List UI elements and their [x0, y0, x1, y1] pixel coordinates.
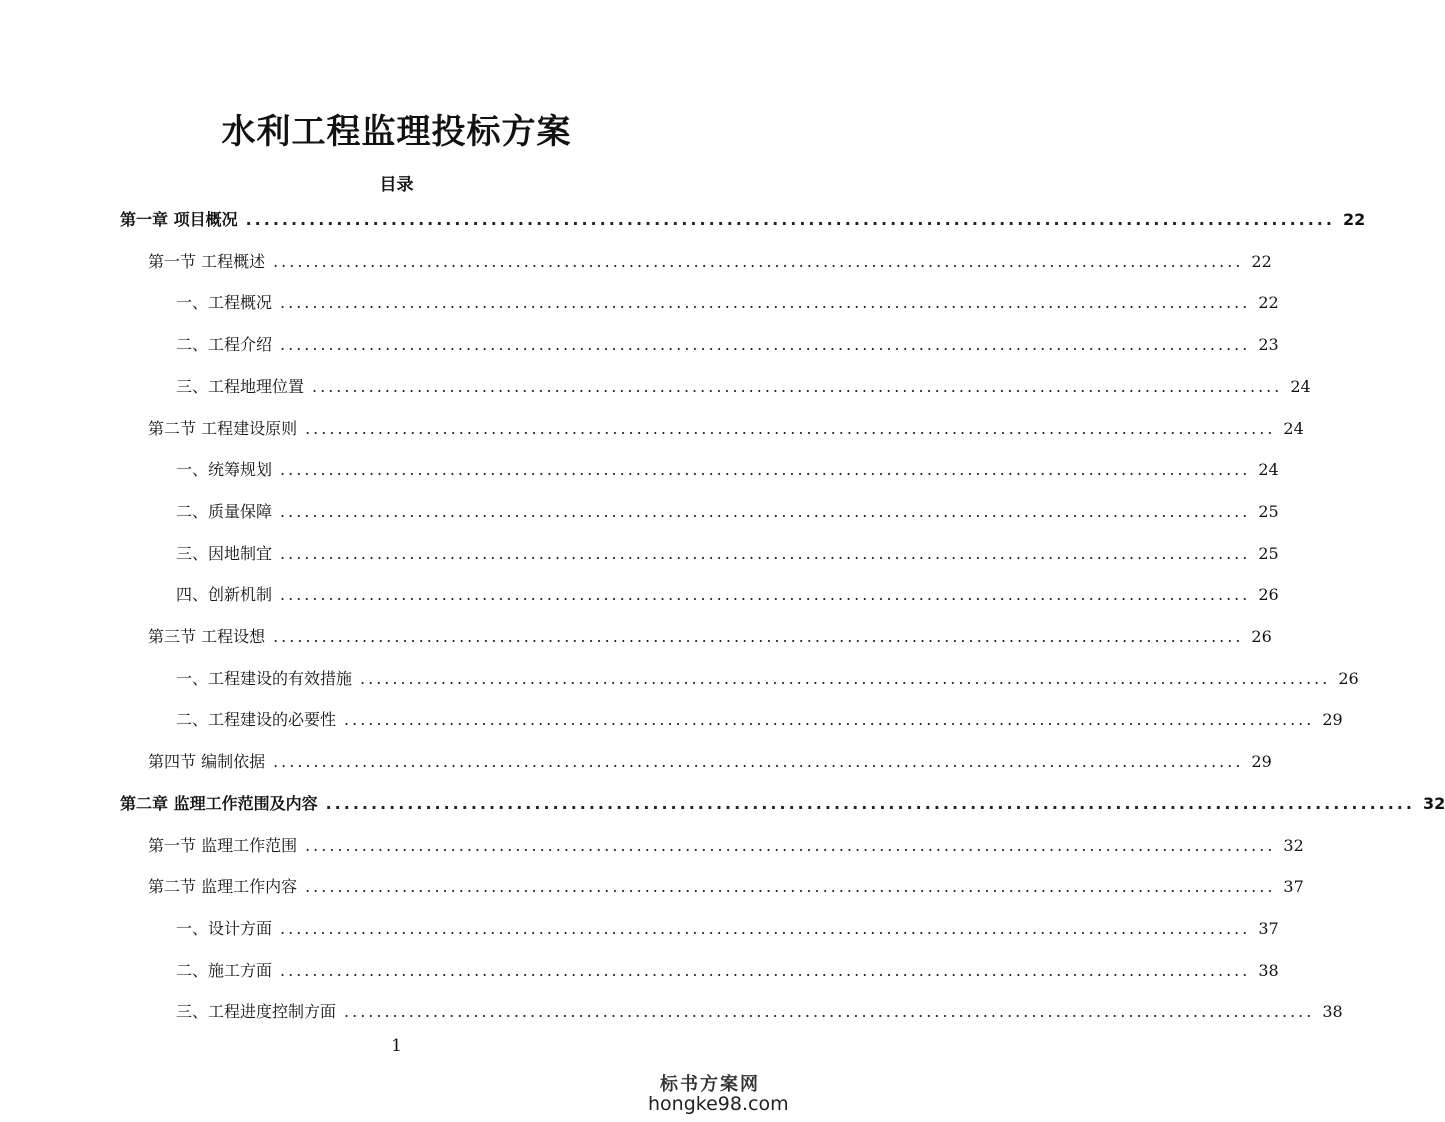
toc-leader-dots: ........................................................................................................................: [273, 752, 1244, 772]
toc-entry-label: 第二节 工程建设原则: [148, 418, 298, 438]
toc-entry-page: 37: [1258, 918, 1279, 938]
toc-entry-page: 37: [1283, 877, 1304, 897]
toc-entry-label: 第二章 监理工作范围及内容: [120, 793, 318, 813]
toc-entry[interactable]: [176, 497, 1279, 527]
toc-leader-dots: ........................................................................................................................: [280, 501, 1251, 521]
toc-entry-label: 三、工程地理位置: [176, 376, 305, 396]
toc-entry[interactable]: [176, 539, 1279, 569]
toc-entry-page: 29: [1322, 710, 1343, 730]
toc-entry-label: 第四节 编制依据: [148, 752, 266, 772]
toc-entry-label: 二、质量保障: [176, 501, 273, 521]
toc-entry[interactable]: [148, 622, 1272, 652]
toc-entry-page: 22: [1251, 251, 1272, 271]
toc-entry-page: 32: [1422, 793, 1445, 813]
toc-entry[interactable]: [176, 914, 1279, 944]
toc-entry-label: 第一节 监理工作范围: [148, 835, 298, 855]
toc-leader-dots: ........................................................................................................................: [280, 460, 1251, 480]
toc-leader-dots: ........................................................................................................................: [344, 710, 1315, 730]
toc-entry-page: 32: [1283, 835, 1304, 855]
toc-entry-label: 一、设计方面: [176, 918, 273, 938]
toc-leader-dots: ........................................................................................................................: [305, 835, 1276, 855]
document-title: 水利工程监理投标方案: [221, 112, 572, 152]
toc-entry[interactable]: [176, 956, 1279, 986]
toc-leader-dots: ........................................................................................................................: [280, 543, 1251, 563]
toc-leader-dots: ........................................................................................................................: [312, 376, 1283, 396]
toc-entry[interactable]: [148, 247, 1272, 277]
toc-entry-label: 一、统筹规划: [176, 460, 273, 480]
toc-leader-dots: ........................................................................................................................: [280, 335, 1251, 355]
toc-entry-label: 三、因地制宜: [176, 543, 273, 563]
toc-leader-dots: ........................................................................................................................: [273, 627, 1244, 646]
toc-entry-page: 24: [1290, 376, 1311, 396]
toc-entry[interactable]: [148, 414, 1304, 444]
toc-entry-page: 24: [1258, 460, 1279, 480]
toc-leader-dots: ........................................................................................................................: [280, 960, 1251, 980]
toc-entry-label: 二、工程介绍: [176, 335, 273, 355]
toc-entry-page: 22: [1258, 293, 1279, 313]
toc-entry-label: 三、工程进度控制方面: [176, 1002, 337, 1022]
toc-entry-label: 一、工程概况: [176, 293, 273, 313]
toc-entry-label: 二、工程建设的必要性: [176, 710, 337, 730]
toc-leader-dots: ........................................................................................................................: [360, 668, 1331, 688]
toc-leader-dots: ........................................................................................................................: [280, 918, 1251, 938]
toc-leader-dots: ........................................................................................................................: [280, 585, 1251, 605]
toc-entry-label: 四、创新机制: [176, 585, 273, 605]
toc-entry-page: 26: [1258, 585, 1279, 605]
toc-entry[interactable]: [120, 789, 1445, 819]
toc-leader-dots: ........................................................................................................................: [280, 293, 1251, 313]
toc-entry[interactable]: [176, 580, 1279, 610]
toc-leader-dots: ........................................................................................................................: [273, 251, 1244, 271]
toc-leader-dots: ........................................................................................................................: [305, 418, 1276, 438]
toc-entry-label: 第一节 工程概述: [148, 251, 266, 271]
toc-entry[interactable]: [120, 205, 1366, 235]
toc-heading: 目录: [379, 175, 414, 195]
toc-entry[interactable]: [148, 831, 1304, 861]
toc-entry-page: 26: [1251, 627, 1272, 646]
watermark-logo-text: 标书方案网: [660, 1074, 760, 1095]
toc-entry[interactable]: [176, 372, 1311, 402]
toc-leader-dots: ........................................................................................................................: [305, 877, 1276, 897]
toc-entry-label: 第二节 监理工作内容: [148, 877, 298, 897]
toc-entry-label: 第三节 工程设想: [148, 627, 266, 646]
toc-entry[interactable]: [148, 747, 1272, 777]
toc-entry[interactable]: [176, 664, 1359, 694]
toc-entry-page: 25: [1258, 543, 1279, 563]
toc-entry-page: 24: [1283, 418, 1304, 438]
toc-entry-label: 一、工程建设的有效措施: [176, 668, 353, 688]
watermark-url: hongke98.com: [648, 1093, 789, 1115]
toc-entry-label: 二、施工方面: [176, 960, 273, 980]
toc-entry[interactable]: [176, 455, 1279, 485]
toc-entry-page: 23: [1258, 335, 1279, 355]
toc-entry[interactable]: [176, 288, 1279, 318]
toc-entry-page: 29: [1251, 752, 1272, 772]
toc-entry-page: 25: [1258, 501, 1279, 521]
page-number: 1: [391, 1036, 402, 1056]
toc-leader-dots: ........................................................................................................................: [325, 793, 1415, 813]
toc-entry-page: 26: [1338, 668, 1359, 688]
toc-entry[interactable]: [148, 872, 1304, 902]
toc-entry-page: 38: [1322, 1002, 1343, 1022]
toc-entry-label: 第一章 项目概况: [120, 210, 238, 229]
toc-entry-page: 22: [1342, 210, 1366, 229]
toc-leader-dots: ........................................................................................................................: [344, 1002, 1315, 1022]
toc-entry[interactable]: [176, 997, 1343, 1027]
toc-entry-page: 38: [1258, 960, 1279, 980]
toc-entry[interactable]: [176, 705, 1343, 735]
toc-entry[interactable]: [176, 330, 1279, 360]
toc-leader-dots: ........................................................................................................................: [245, 210, 1335, 229]
